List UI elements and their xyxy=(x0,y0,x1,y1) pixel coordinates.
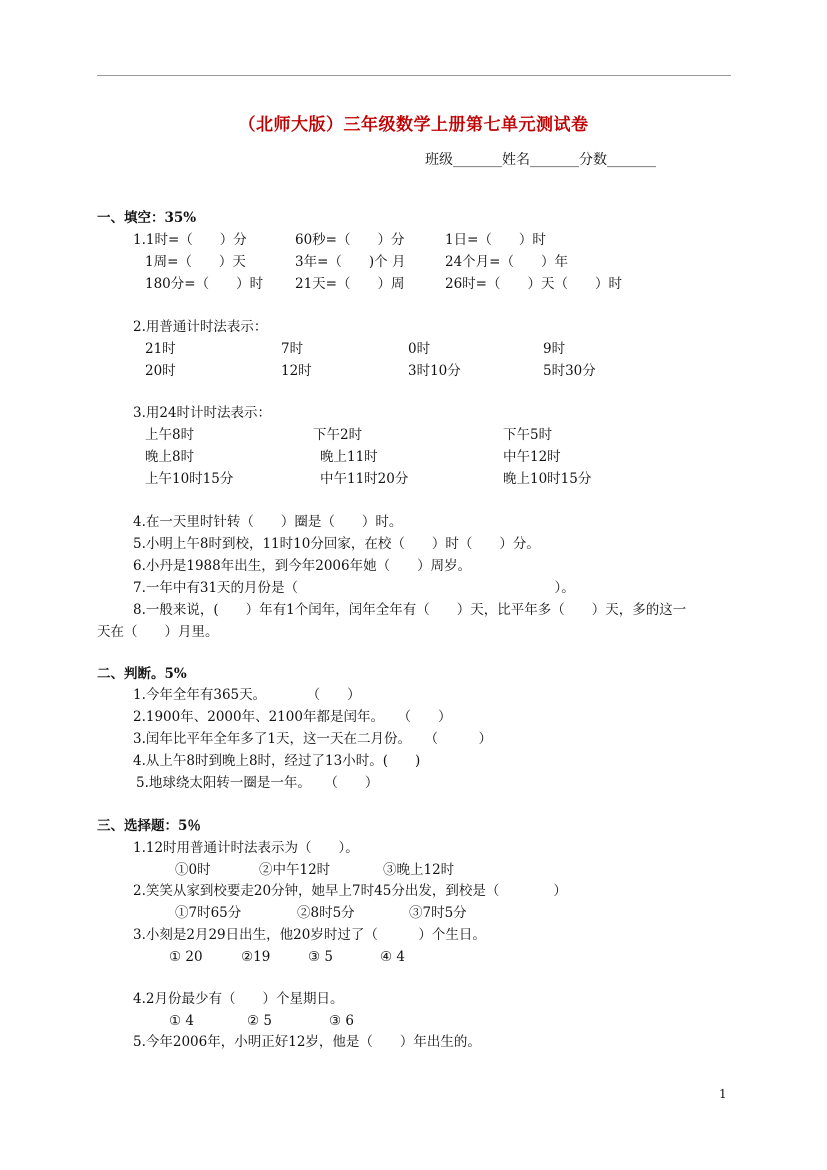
page-title: （北师大版）三年级数学上册第七单元测试卷 xyxy=(238,115,589,135)
choice-option: ③ 5 xyxy=(308,949,333,965)
q2-item: 7时 xyxy=(281,341,304,357)
q3-label: 3.用24时计时法表示： xyxy=(133,405,272,421)
choice-option: ②8时5分 xyxy=(297,905,355,921)
q1-item: 1日=（ ）时 xyxy=(445,232,546,248)
judge-item: 4.从上午8时到晚上8时，经过了13小时。( ) xyxy=(133,753,421,769)
page-number: 1 xyxy=(719,1087,727,1101)
q2-item: 3时10分 xyxy=(408,363,461,379)
q7-text: 7.一年中有31天的月份是（ ）。 xyxy=(133,580,575,596)
q1-item: 180分=（ ）时 xyxy=(145,276,264,292)
q1-item: 60秒=（ ）分 xyxy=(295,232,405,248)
q3-item: 中午12时 xyxy=(503,449,561,465)
choice-option: ①7时65分 xyxy=(175,905,242,921)
q1-item: 26时=（ ）天（ ）时 xyxy=(445,276,622,292)
q8-text-cont: 天在（ ）月里。 xyxy=(97,624,219,640)
section3-heading: 三、选择题：5％ xyxy=(97,818,201,834)
q2-item: 5时30分 xyxy=(543,363,596,379)
choice-question: 5.今年2006年，小明正好12岁，他是（ ）年出生的。 xyxy=(133,1034,481,1050)
q3-item: 下午5时 xyxy=(503,427,553,443)
q3-item: 上午8时 xyxy=(145,427,195,443)
choice-question: 3.小刻是2月29日出生，他20岁时过了（ ）个生日。 xyxy=(133,927,486,943)
choice-option: ① 4 xyxy=(169,1013,194,1029)
section1-heading: 一、填空：35% xyxy=(97,210,197,226)
q3-item: 下午2时 xyxy=(313,427,363,443)
choice-option: ②中午12时 xyxy=(259,862,331,878)
q2-item: 20时 xyxy=(145,363,176,379)
choice-option: ③晚上12时 xyxy=(383,862,455,878)
choice-question: 4.2月份最少有（ ）个星期日。 xyxy=(133,991,344,1007)
q2-item: 0时 xyxy=(408,341,431,357)
q8-text: 8.一般来说，( ）年有1个闰年，闰年全年有（ ）天，比平年多（ ）天，多的这一 xyxy=(133,602,687,618)
q2-label: 2.用普通计时法表示： xyxy=(133,319,268,335)
q4-text: 4.在一天里时针转（ ）圈是（ ）时。 xyxy=(133,514,403,530)
judge-item: 5.地球绕太阳转一圈是一年。 （ ） xyxy=(136,775,379,791)
choice-option: ③ 6 xyxy=(329,1013,354,1029)
choice-option: ②19 xyxy=(241,949,271,965)
q5-text: 5.小明上午8时到校，11时10分回家，在校（ ）时（ ）分。 xyxy=(133,536,540,552)
q3-item: 中午11时20分 xyxy=(320,471,409,487)
choice-option: ① 20 xyxy=(169,949,203,965)
judge-item: 1.今年全年有365天。 （ ） xyxy=(133,687,361,703)
header-rule xyxy=(97,75,731,76)
choice-option: ③7时5分 xyxy=(409,905,467,921)
judge-item: 3.闰年比平年全年多了1天，这一天在二月份。 （ ） xyxy=(133,731,492,747)
q2-item: 21时 xyxy=(145,341,176,357)
judge-item: 2.1900年、2000年、2100年都是闰年。 （ ） xyxy=(133,709,452,725)
q3-item: 上午10时15分 xyxy=(145,471,234,487)
q1-item: 1周=（ ）天 xyxy=(145,254,246,270)
choice-option: ①0时 xyxy=(175,862,211,878)
q1-item: 1.1时=（ ）分 xyxy=(133,232,247,248)
choice-question: 2.笑笑从家到校要走20分钟，她早上7时45分出发，到校是（ ） xyxy=(133,883,567,899)
section2-heading: 二、判断。5% xyxy=(97,666,187,682)
choice-option: ④ 4 xyxy=(380,949,405,965)
q3-item: 晚上11时 xyxy=(320,449,378,465)
q6-text: 6.小丹是1988年出生，到今年2006年她（ ）周岁。 xyxy=(133,558,472,574)
choice-question: 1.12时用普通计时法表示为（ ）。 xyxy=(133,840,359,856)
q3-item: 晚上8时 xyxy=(145,449,195,465)
student-info-line: 班级_______姓名_______分数_______ xyxy=(425,152,656,168)
choice-option: ② 5 xyxy=(247,1013,272,1029)
q2-item: 12时 xyxy=(281,363,312,379)
q1-item: 3年=（ )个 月 xyxy=(295,254,406,270)
q3-item: 晚上10时15分 xyxy=(503,471,592,487)
q1-item: 21天=（ ）周 xyxy=(295,276,405,292)
q2-item: 9时 xyxy=(543,341,566,357)
q1-item: 24个月=（ ）年 xyxy=(445,254,568,270)
